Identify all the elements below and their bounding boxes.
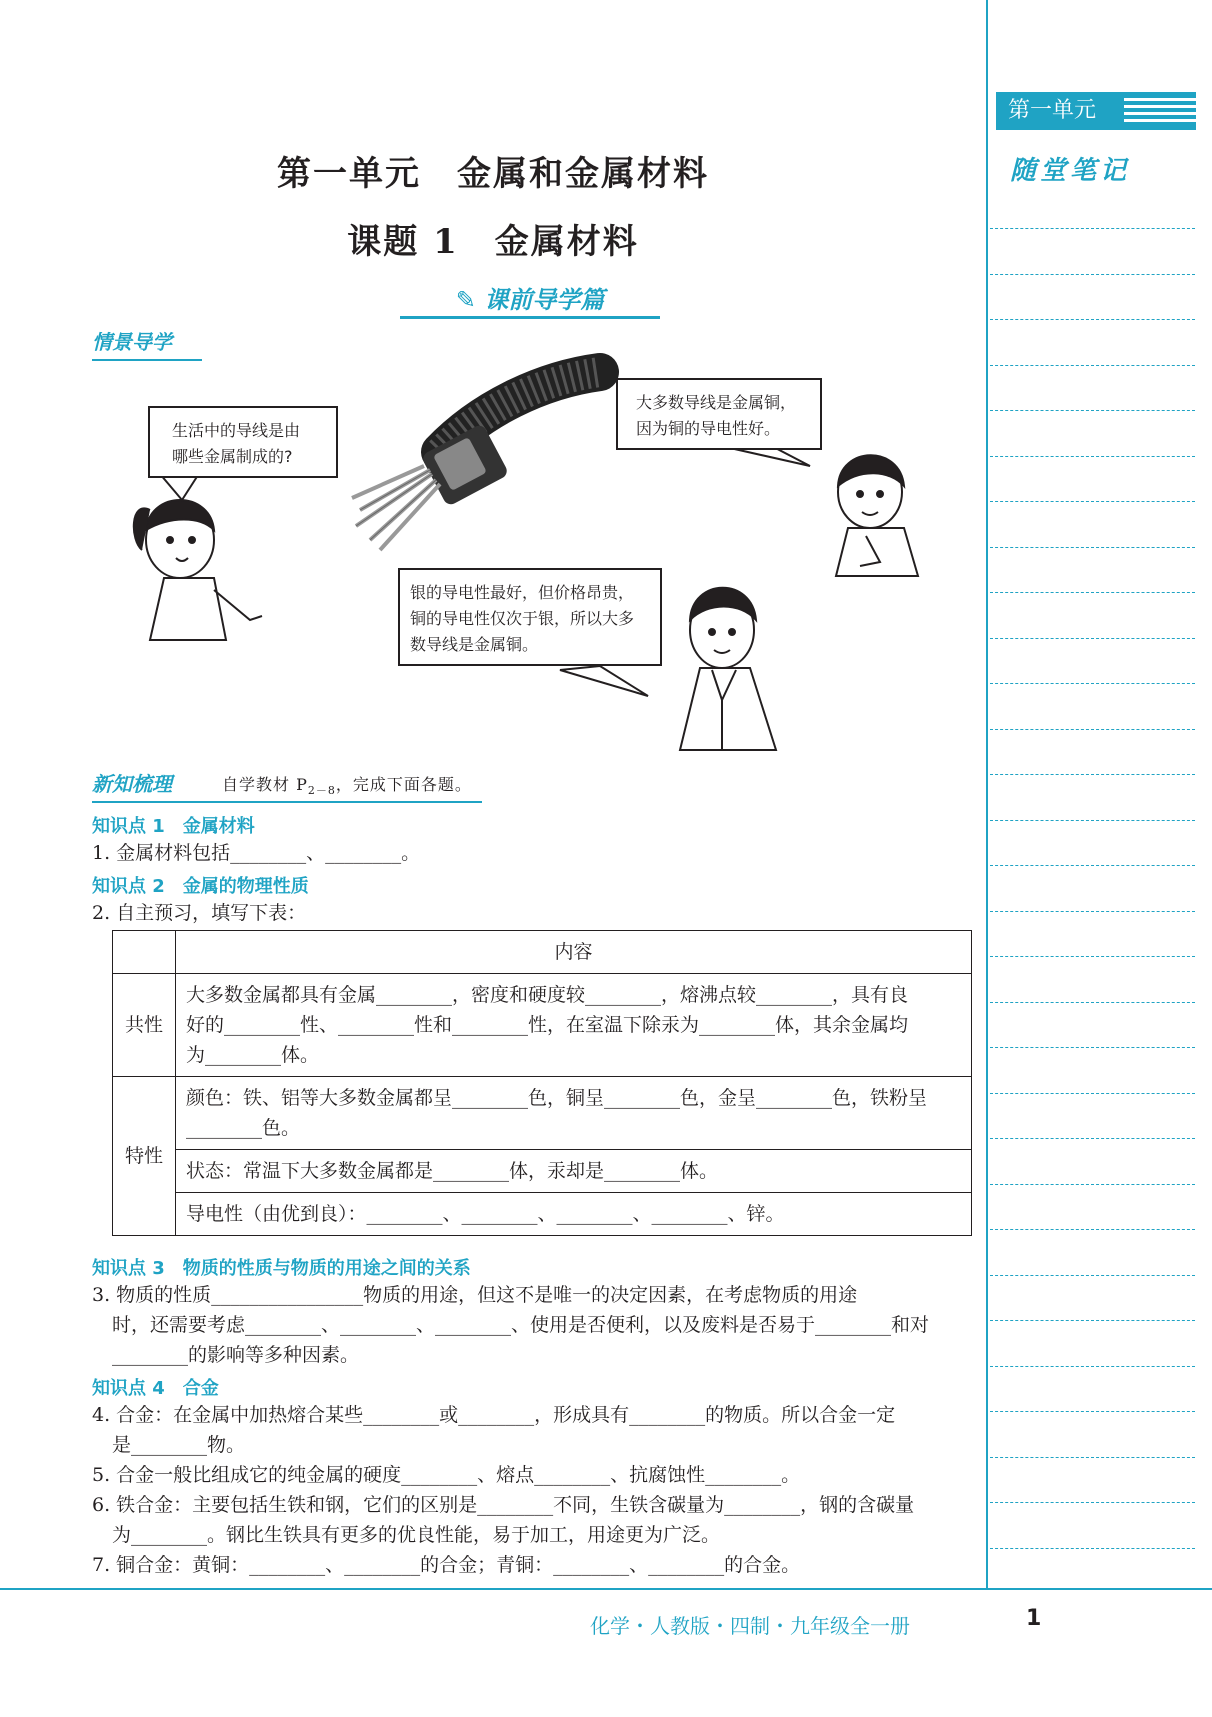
teacher-bubble-line: 银的导电性最好，但价格昂贵， [410, 583, 635, 602]
note-line [990, 274, 1195, 275]
unit-title: 第一单元 金属和金属材料 [277, 154, 709, 194]
teacher-speech-bubble [398, 568, 662, 666]
question-2: 2. 自主预习，填写下表： [92, 902, 307, 924]
common-line: 为________体。 [186, 1044, 320, 1066]
note-line [990, 638, 1195, 639]
note-line [990, 1002, 1195, 1003]
question-4-line: 是________物。 [112, 1434, 246, 1456]
girl-bubble-line: 生活中的导线是由 [172, 421, 301, 440]
state-content: 状态：常温下大多数金属都是________体，汞却是________体。 [176, 1150, 972, 1193]
bottom-rule [0, 1588, 1212, 1590]
conductivity-content: 导电性（由优到良）：________、________、________、________、锌。 [176, 1193, 972, 1236]
self-study-pre: 自学教材 P [222, 775, 308, 794]
unit-tab [996, 92, 1196, 130]
pen-icon: ✎ [455, 286, 476, 314]
note-line [990, 1275, 1195, 1276]
table-row-conductivity [113, 1193, 972, 1236]
girl-bubble-line: 哪些金属制成的? [172, 447, 293, 466]
lesson-title: 课题 1 金属材料 [347, 222, 639, 262]
unit-tab-label: 第一单元 [1008, 98, 1097, 123]
notes-title: 随堂笔记 [1010, 156, 1131, 186]
table-corner-cell [113, 931, 176, 974]
note-line [990, 1229, 1195, 1230]
footer-text: 化学・人教版・四制・九年级全一册 [590, 1614, 910, 1638]
question-3-line: 时，还需要考虑________、________、________、使用是否便利，以及废料是否易于________和对 [112, 1314, 930, 1336]
note-line [990, 547, 1195, 548]
boy-figure-icon [836, 455, 918, 576]
kp1-heading: 知识点 1 金属材料 [92, 816, 255, 837]
question-6-line: 为________。钢比生铁具有更多的优良性能，易于加工，用途更为广泛。 [112, 1524, 721, 1546]
teacher-figure-icon [680, 588, 776, 750]
note-line [990, 1548, 1195, 1549]
girl-speech-bubble [148, 406, 338, 478]
common-line: 好的________性、________性和________性，在室温下除汞为________体，其余金属均 [186, 1014, 909, 1036]
page-number: 1 [1026, 1606, 1042, 1631]
notes-column-rule [986, 0, 988, 1590]
note-line [990, 956, 1195, 957]
note-line [990, 319, 1195, 320]
unit-tab-stripes [1124, 98, 1196, 124]
note-line [990, 1366, 1195, 1367]
note-line [990, 501, 1195, 502]
boy-bubble-line: 大多数导线是金属铜， [636, 393, 797, 412]
note-line [990, 1138, 1195, 1139]
table-row-color [113, 1077, 972, 1150]
teacher-bubble-line: 铜的导电性仅次于银，所以大多 [410, 609, 635, 628]
note-line [990, 729, 1195, 730]
new-knowledge-heading-text: 新知梳理 [92, 772, 172, 796]
special-label: 特性 [113, 1077, 176, 1236]
note-line [990, 410, 1195, 411]
note-line [990, 365, 1195, 366]
kp3-heading: 知识点 3 物质的性质与物质的用途之间的关系 [92, 1258, 471, 1279]
self-study-pages: 2－8 [307, 784, 336, 798]
kp4-heading: 知识点 4 合金 [92, 1378, 219, 1399]
teacher-bubble-tail [560, 666, 648, 696]
question-6-line: 6. 铁合金：主要包括生铁和钢，它们的区别是________不同，生铁含碳量为________，钢的含碳量 [92, 1494, 915, 1516]
table-header-row [113, 931, 972, 974]
question-3-line: 3. 物质的性质________________物质的用途，但这不是唯一的决定因素，在考虑物质的用途 [92, 1284, 858, 1306]
note-line [990, 1320, 1195, 1321]
girl-figure-icon [134, 500, 262, 640]
note-line [990, 228, 1195, 229]
note-line [990, 911, 1195, 912]
note-line [990, 1502, 1195, 1503]
note-line [990, 1093, 1195, 1094]
common-content [176, 974, 972, 1077]
note-line [990, 1047, 1195, 1048]
self-study-note [222, 772, 472, 798]
cable-icon [352, 372, 600, 550]
note-line [990, 774, 1195, 775]
kp2-heading: 知识点 2 金属的物理性质 [92, 876, 309, 897]
preview-banner-text: 课前导学篇 [484, 286, 605, 314]
table-row-common [113, 974, 972, 1077]
scene-heading-text: 情景导学 [92, 330, 172, 354]
boy-speech-bubble [616, 378, 822, 450]
question-7: 7. 铜合金：黄铜：________、________的合金；青铜：________、________的合金。 [92, 1554, 801, 1576]
note-line [990, 820, 1195, 821]
question-4-line: 4. 合金：在金属中加热熔合某些________或________，形成具有________的物质。所以合金一定 [92, 1404, 896, 1426]
note-line [990, 456, 1195, 457]
note-line [990, 865, 1195, 866]
color-line: ________色。 [186, 1117, 301, 1139]
question-5: 5. 合金一般比组成它的纯金属的硬度________、熔点________、抗腐蚀性________。 [92, 1464, 801, 1486]
new-knowledge-heading-underline [92, 801, 482, 803]
note-line [990, 1184, 1195, 1185]
table-header-cell: 内容 [176, 931, 972, 974]
question-3-line: ________的影响等多种因素。 [112, 1344, 360, 1366]
note-line [990, 592, 1195, 593]
color-content [176, 1077, 972, 1150]
scene-illustration [0, 340, 986, 760]
note-line [990, 683, 1195, 684]
color-line: 颜色：铁、铝等大多数金属都呈________色，铜呈________色，金呈________色，铁粉呈 [186, 1087, 928, 1109]
boy-bubble-line: 因为铜的导电性好。 [636, 419, 781, 438]
properties-table [112, 930, 972, 1236]
new-knowledge-heading [92, 768, 172, 797]
common-line: 大多数金属都具有金属________，密度和硬度较________，熔沸点较________，具有良 [186, 984, 909, 1006]
note-line [990, 1411, 1195, 1412]
self-study-post: ，完成下面各题。 [335, 775, 472, 794]
note-line [990, 1457, 1195, 1458]
common-label: 共性 [113, 974, 176, 1077]
table-row-state [113, 1150, 972, 1193]
preview-banner [400, 280, 660, 319]
question-1: 1. 金属材料包括________、________。 [92, 842, 421, 864]
teacher-bubble-line: 数导线是金属铜。 [410, 635, 539, 654]
